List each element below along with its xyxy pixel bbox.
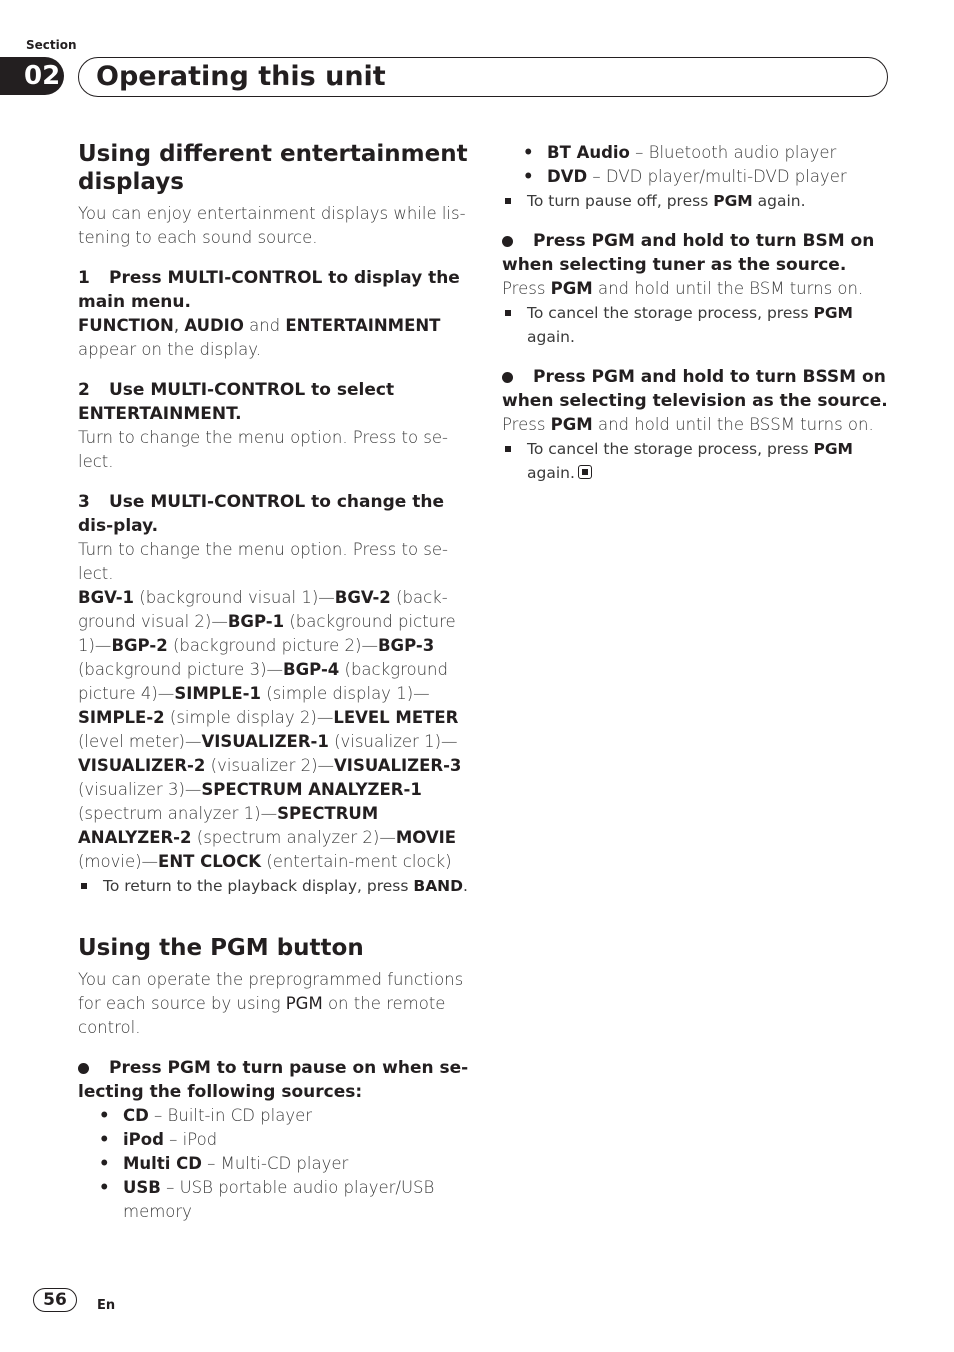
heading-pgm-button: Using the PGM button [78,935,364,961]
display-mode-desc: (entertain-ment clock) [261,852,452,871]
display-mode-name: BGP-4 [283,660,340,679]
source-list-item: • iPod – iPod [123,1128,470,1152]
section-label: Section [26,38,77,52]
intro-pgm: You can operate the preprogrammed functions for each source by using PGM on the remote control. [78,970,464,1037]
step-1-body-end: appear on the display. [78,340,261,359]
display-mode-name: BGV-2 [334,588,391,607]
step-3-body: Turn to change the menu option. Press to se-lect. [78,540,448,583]
source-list-item: • BT Audio – Bluetooth audio player [547,141,894,165]
step-2-body: Turn to change the menu option. Press to se-lect. [78,428,448,471]
display-mode-desc: (background visual 1)— [134,588,335,607]
note-bsm-cancel: To cancel the storage process, press PGM again. [502,301,894,349]
display-mode-name: ENT CLOCK [158,852,262,871]
step-1-body: FUNCTION, AUDIO and ENTERTAINMENT [78,316,441,335]
display-mode-desc: (spectrum analyzer 1)— [78,804,278,823]
display-mode-desc: (simple display 2)— [164,708,334,727]
display-mode-desc: (simple display 1)— [260,684,430,703]
note-bssm-cancel: To cancel the storage process, press PGM again. [502,437,894,485]
display-mode-name: SIMPLE-1 [174,684,261,703]
bssm-body: Press PGM and hold until the BSSM turns on. [502,415,874,434]
display-sequence [78,586,470,874]
display-mode-desc: (background picture 1)— [78,612,456,655]
step-2-title: 2 Use MULTI-CONTROL to select ENTERTAINMENT. [78,380,395,424]
display-mode-desc: (spectrum analyzer 2)— [191,828,396,847]
intro-entertainment: You can enjoy entertainment displays while lis-tening to each sound source. [78,204,466,247]
source-list-item: • Multi CD – Multi-CD player [123,1152,470,1176]
heading-entertainment-displays: Using different entertainment displays [78,141,468,195]
display-mode-name: BGV-1 [78,588,135,607]
bullet-dot-icon [78,1063,89,1074]
source-list-item: • CD – Built-in CD player [123,1104,470,1128]
display-mode-name: SPECTRUM ANALYZER-1 [201,780,422,799]
source-list-left [78,1104,470,1224]
display-mode-desc: (background picture 3)— [78,660,284,679]
left-column [78,140,470,1224]
display-mode-desc: (visualizer 3)— [78,780,202,799]
display-mode-desc: (visualizer 2)— [205,756,335,775]
display-mode-desc: (back-ground visual 2)— [78,588,448,631]
display-mode-name: BGP-1 [227,612,285,631]
display-mode-desc: (movie)— [78,852,159,871]
bsm-body: Press PGM and hold until the BSM turns on. [502,279,864,298]
source-list-right [502,141,894,189]
section-number-badge: 02 [0,57,64,95]
step-bssm-title: Press PGM and hold to turn BSSM on when selecting television as the source. [502,367,888,411]
step-pause-title: Press PGM to turn pause on when se-lecting the following sources: [78,1058,469,1102]
display-mode-name: BGP-3 [377,636,435,655]
display-mode-name: BGP-2 [111,636,168,655]
bullet-dot-icon [502,372,513,383]
end-mark-icon [578,465,592,479]
display-mode-name: SIMPLE-2 [78,708,165,727]
display-mode-desc: (background picture 2)— [167,636,378,655]
right-column [502,141,894,485]
page-title: Operating this unit [96,61,386,92]
step-3-title: 3 Use MULTI-CONTROL to change the dis-play. [78,492,444,536]
note-pause-off: To turn pause off, press PGM again. [502,189,894,213]
display-mode-name: MOVIE [395,828,457,847]
display-mode-desc: (visualizer 1)— [328,732,458,751]
step-1-title: 1 Press MULTI-CONTROL to display the main menu. [78,268,460,312]
language-label: En [97,1298,116,1313]
display-mode-name: SPECTRUM ANALYZER-2 [78,804,379,847]
page-number: 56 [33,1288,77,1312]
note-return-playback: To return to the playback display, press BAND. [78,874,470,898]
display-mode-desc: (level meter)— [78,732,202,751]
display-mode-name: VISUALIZER-3 [334,756,462,775]
source-list-item: • USB – USB portable audio player/USB memory [123,1176,470,1224]
step-bsm-title: Press PGM and hold to turn BSM on when selecting tuner as the source. [502,231,875,275]
display-mode-name: VISUALIZER-2 [78,756,206,775]
source-list-item: • DVD – DVD player/multi-DVD player [547,165,894,189]
display-mode-name: LEVEL METER [333,708,459,727]
display-mode-name: VISUALIZER-1 [201,732,329,751]
bullet-dot-icon [502,236,513,247]
display-mode-desc: (background picture 4)— [78,660,448,703]
